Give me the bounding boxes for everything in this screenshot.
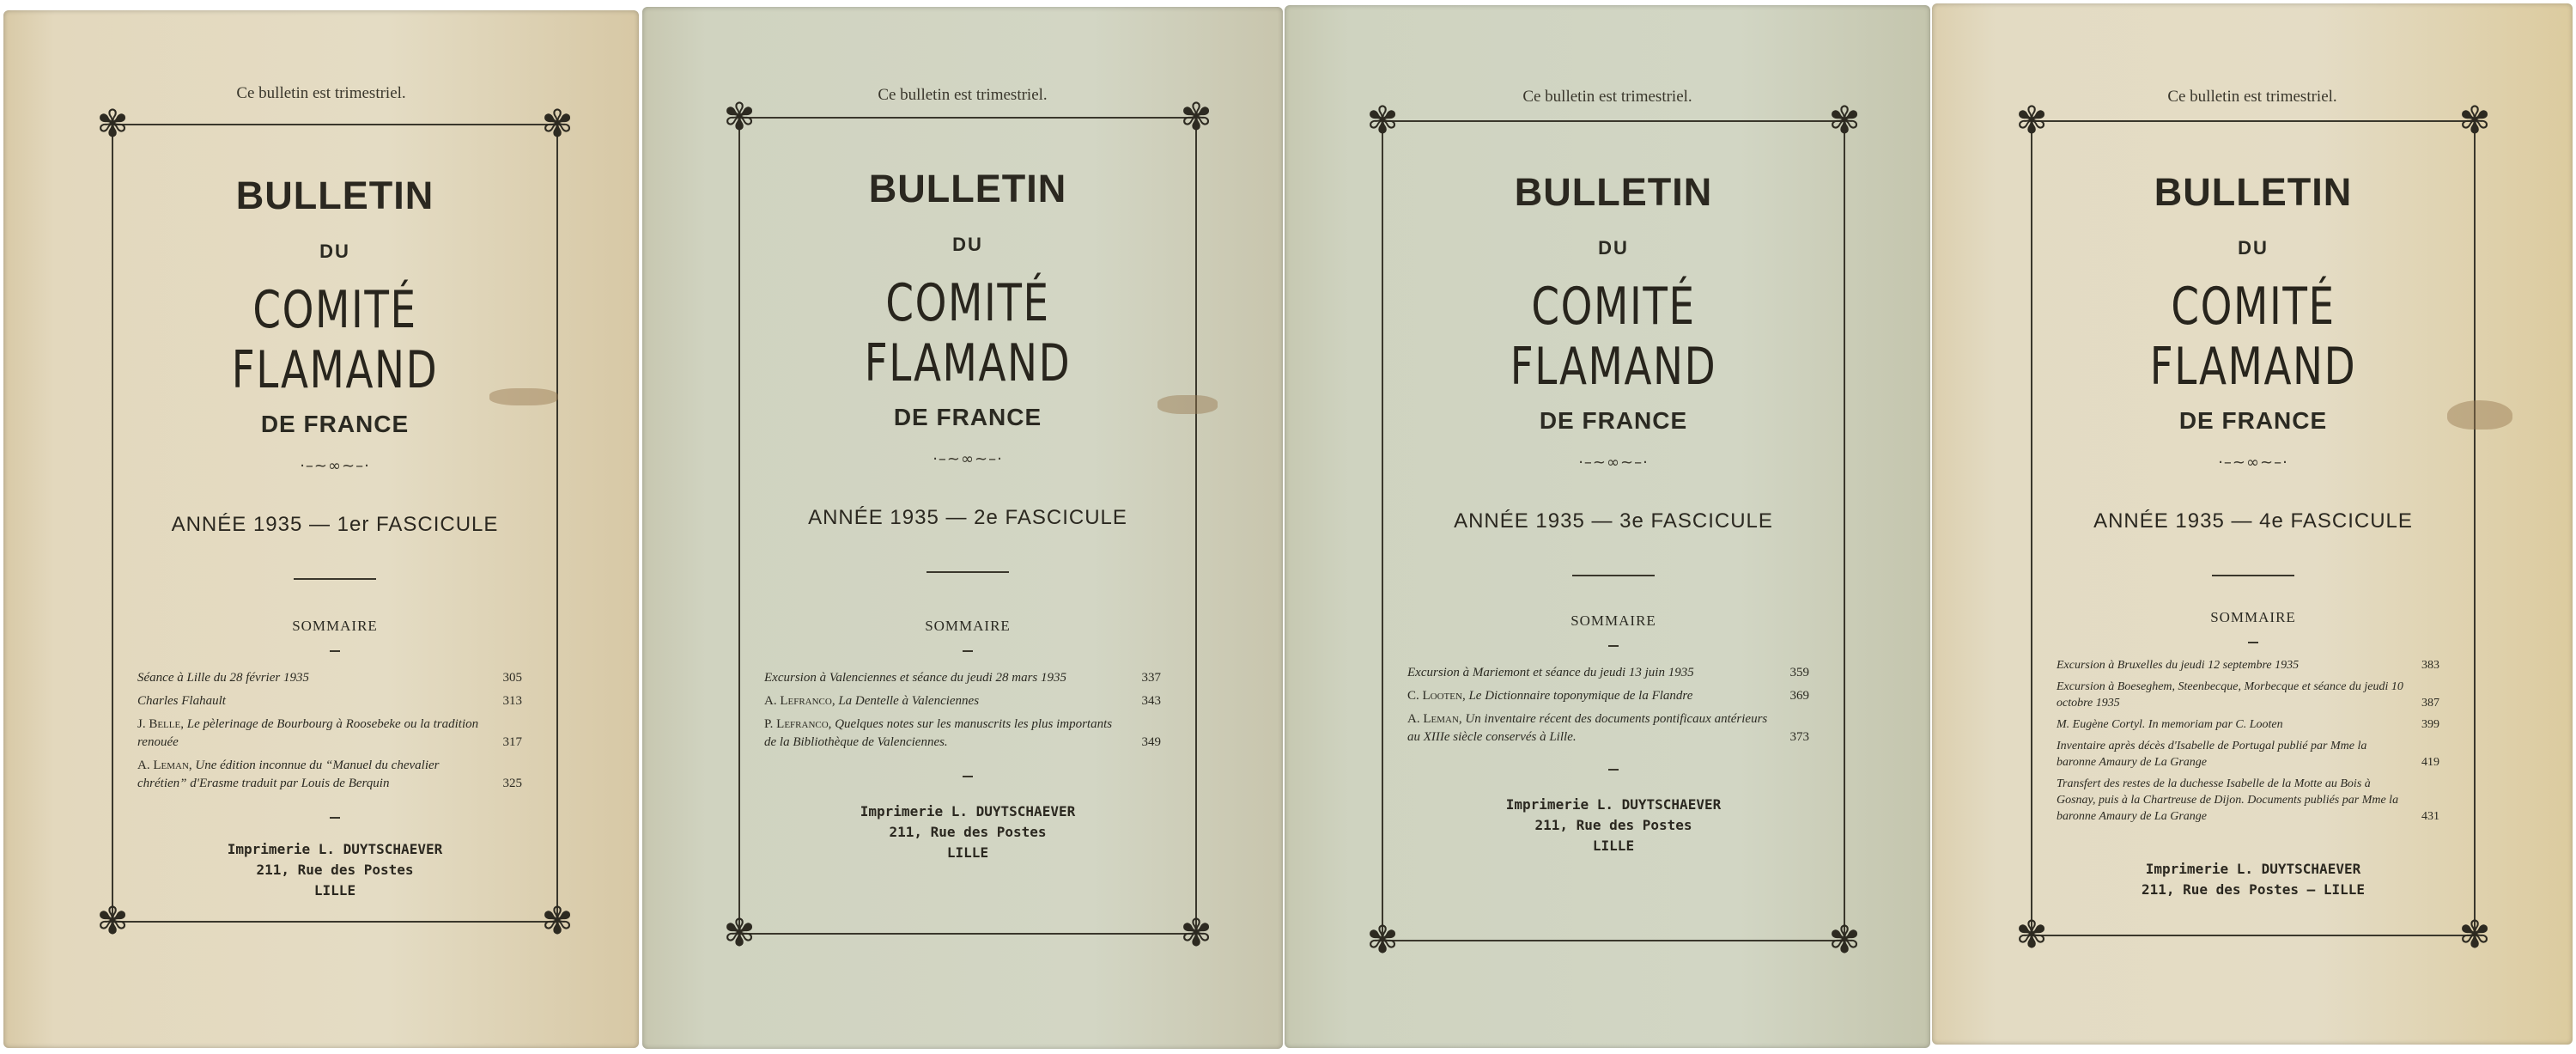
paper-stain (1157, 395, 1218, 414)
toc-page-number: 419 (2421, 756, 2439, 769)
printer-imprint: Imprimerie L. DUYTSCHAEVER 211, Rue des Postes — LILLE (2141, 861, 2366, 898)
divider (330, 817, 340, 819)
printer-imprint: Imprimerie L. DUYTSCHAEVER 211, Rue des Postes LILLE (1505, 796, 1722, 854)
sommaire-heading: SOMMAIRE (2210, 609, 2296, 625)
toc-item: Séance à Lille du 28 février 1935 305 (137, 669, 522, 687)
bulletin-cover-3 (1285, 5, 1930, 1048)
divider (2212, 575, 2294, 576)
cover-frame (96, 102, 574, 943)
corner-ornament-icon: ✾ (1180, 95, 1212, 139)
divider (963, 650, 973, 652)
cover-frame (2015, 99, 2491, 957)
toc-page-number: 337 (1141, 671, 1161, 685)
sommaire-heading: SOMMAIRE (925, 618, 1011, 634)
toc-page-number: 317 (502, 735, 522, 749)
trimestriel-note: Ce bulletin est trimestriel. (1522, 88, 1692, 106)
paper-stain (2447, 400, 2512, 430)
de-france-label: DE FRANCE (893, 404, 1042, 430)
corner-ornament-icon: ✾ (1366, 99, 1399, 143)
flourish-ornament-icon: ·–~∞~–· (933, 450, 1003, 468)
toc-page-number: 399 (2421, 718, 2439, 731)
toc-page-number: 313 (502, 694, 522, 708)
comite-title: COMITÉ FLAMAND (231, 280, 439, 400)
toc-item: C. Looten, Le Dictionnaire toponymique de la Flandre 369 (1407, 687, 1809, 705)
corner-ornament-icon: ✾ (2458, 99, 2491, 143)
toc-item: A. Lefranco, La Dentelle à Valenciennes 343 (764, 692, 1161, 710)
toc-item: P. Lefranco, Quelques notes sur les manuscrits les plus importants de la Bibliothèque de Valenciennes. 349 (764, 716, 1161, 752)
toc-page-number: 373 (1789, 730, 1809, 744)
divider (2248, 642, 2258, 643)
flourish-ornament-icon: ·–~∞~–· (1578, 454, 1649, 472)
divider (1608, 645, 1619, 647)
flourish-ornament-icon: ·–~∞~–· (300, 457, 370, 475)
table-of-contents (137, 669, 522, 793)
bulletin-cover-4 (1932, 3, 2573, 1045)
du-label: DU (952, 234, 983, 255)
corner-ornament-icon: ✾ (541, 899, 574, 943)
toc-page-number: 383 (2421, 659, 2439, 672)
table-of-contents (764, 669, 1161, 752)
sommaire-heading: SOMMAIRE (1571, 612, 1656, 629)
corner-ornament-icon: ✾ (96, 102, 129, 146)
paper-stain (489, 388, 558, 405)
toc-item: J. Belle, Le pèlerinage de Bourbourg à Roosebeke ou la tradition renouée 317 (137, 716, 522, 752)
de-france-label: DE FRANCE (1539, 407, 1688, 434)
toc-page-number: 325 (502, 777, 522, 790)
corner-ornament-icon: ✾ (2458, 913, 2491, 957)
comite-title: COMITÉ FLAMAND (1510, 277, 1717, 397)
de-france-label: DE FRANCE (2178, 407, 2328, 434)
divider (963, 776, 973, 777)
du-label: DU (319, 241, 350, 262)
flourish-ornament-icon: ·–~∞~–· (2218, 454, 2288, 472)
corner-ornament-icon: ✾ (541, 102, 574, 146)
annee-fascicule: ANNÉE 1935 — 4e FASCICULE (2093, 509, 2413, 533)
bulletin-title: BULLETIN (868, 167, 1067, 210)
trimestriel-note: Ce bulletin est trimestriel. (236, 84, 406, 102)
divider (1608, 769, 1619, 771)
toc-item: Excursion à Valenciennes et séance du jeudi 28 mars 1935 337 (764, 669, 1161, 687)
bulletin-title: BULLETIN (2154, 170, 2353, 214)
table-of-contents (1407, 664, 1809, 746)
toc-item: Excursion à Mariemont et séance du jeudi 13 juin 1935 359 (1407, 664, 1809, 682)
bulletin-title: BULLETIN (1514, 170, 1713, 214)
toc-item: Charles Flahault 313 (137, 692, 522, 710)
bulletin-title: BULLETIN (235, 174, 434, 217)
annee-fascicule: ANNÉE 1935 — 1er FASCICULE (171, 513, 499, 536)
toc-page-number: 349 (1141, 735, 1161, 749)
bulletin-cover-1 (3, 10, 639, 1048)
cover-frame (1366, 99, 1861, 962)
divider (330, 650, 340, 652)
divider (1572, 575, 1655, 576)
corner-ornament-icon: ✾ (723, 95, 756, 139)
toc-item: Transfert des restes de la duchesse Isabelle de la Motte au Bois à Gosnay, puis à la Chartreuse de Dijon. Documents publiés par Mme la baronne Amaury de La Grange 431 (2057, 777, 2439, 823)
toc-page-number: 431 (2421, 810, 2439, 823)
corner-ornament-icon: ✾ (2015, 99, 2048, 143)
trimestriel-note: Ce bulletin est trimestriel. (2167, 88, 2337, 106)
toc-page-number: 305 (502, 671, 522, 685)
corner-ornament-icon: ✾ (96, 899, 129, 943)
toc-item: Excursion à Boeseghem, Steenbecque, Morbecque et séance du jeudi 10 octobre 1935 387 (2057, 680, 2439, 710)
corner-ornament-icon: ✾ (1828, 99, 1861, 143)
divider (294, 578, 376, 580)
toc-page-number: 387 (2421, 697, 2439, 710)
du-label: DU (1598, 237, 1629, 259)
toc-item: Excursion à Bruxelles du jeudi 12 septembre 1935 383 (2057, 659, 2439, 672)
cover-content (113, 174, 556, 901)
annee-fascicule: ANNÉE 1935 — 2e FASCICULE (808, 506, 1127, 529)
trimestriel-note: Ce bulletin est trimestriel. (878, 86, 1048, 104)
de-france-label: DE FRANCE (260, 411, 410, 437)
toc-page-number: 343 (1141, 694, 1161, 708)
corner-ornament-icon: ✾ (723, 911, 756, 955)
corner-ornament-icon: ✾ (1180, 911, 1212, 955)
toc-item: A. Leman, Une édition inconnue du “Manuel du chevalier chrétien” d'Erasme traduit par Louis de Berquin 325 (137, 757, 522, 793)
bulletin-cover-2 (642, 7, 1283, 1049)
table-of-contents (2057, 657, 2439, 825)
cover-content (1383, 170, 1844, 856)
printer-imprint: Imprimerie L. DUYTSCHAEVER 211, Rue des Postes LILLE (227, 841, 443, 899)
comite-title: COMITÉ FLAMAND (864, 273, 1072, 393)
toc-page-number: 369 (1789, 689, 1809, 703)
corner-ornament-icon: ✾ (2015, 913, 2048, 957)
annee-fascicule: ANNÉE 1935 — 3e FASCICULE (1454, 509, 1773, 533)
cover-content (740, 167, 1195, 863)
cover-content (2032, 170, 2474, 900)
printer-imprint: Imprimerie L. DUYTSCHAEVER 211, Rue des Postes LILLE (860, 803, 1076, 861)
toc-item: M. Eugène Cortyl. In memoriam par C. Looten 399 (2057, 718, 2439, 731)
toc-item: Inventaire après décès d'Isabelle de Portugal publié par Mme la baronne Amaury de La Grange 419 (2057, 740, 2439, 769)
comite-title: COMITÉ FLAMAND (2149, 277, 2357, 397)
toc-page-number: 359 (1789, 666, 1809, 679)
toc-item: A. Leman, Un inventaire récent des documents pontificaux antérieurs au XIIIe siècle conservés à Lille. 373 (1407, 710, 1809, 746)
divider (927, 571, 1009, 573)
du-label: DU (2238, 237, 2269, 259)
corner-ornament-icon: ✾ (1366, 918, 1399, 962)
corner-ornament-icon: ✾ (1828, 918, 1861, 962)
sommaire-heading: SOMMAIRE (292, 618, 378, 634)
